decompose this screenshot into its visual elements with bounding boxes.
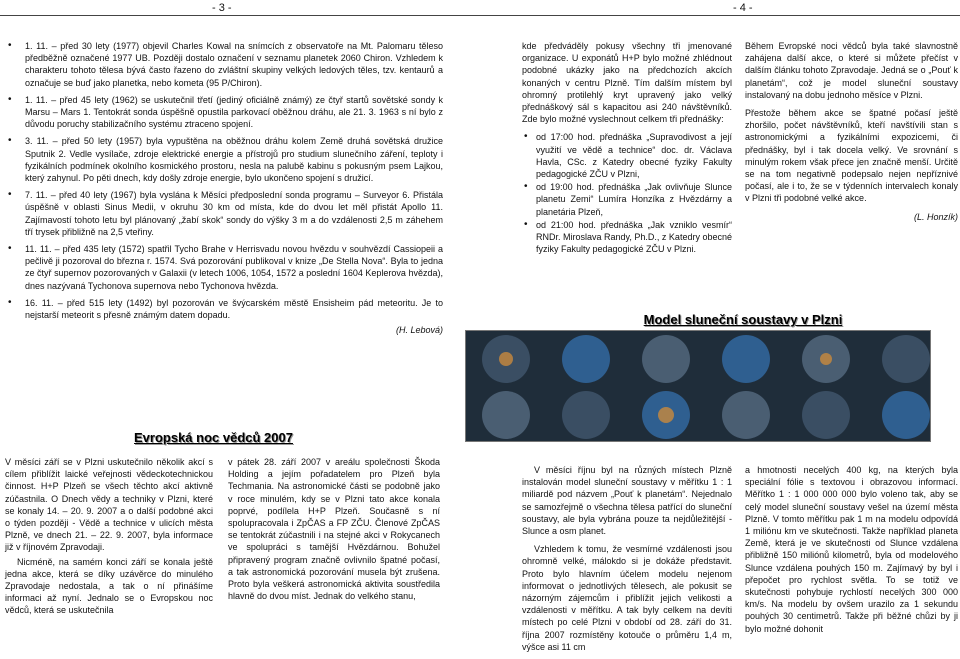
lecture-item: • od 17:00 hod. přednáška „Supravodivost a její využití ve vědě a technice“ doc. dr. Václava Havla, CSc. z Katedry obecné fyziky Fakulty pedagogické ZČU v Plzni, [522,131,732,180]
paragraph: V měsíci září se v Plzni uskutečnilo několik akcí s cílem přiblížit laické veřejnosti vědeckotechnickou činnost. H+P Plzeň se všech těchto akcí aktivně zúčastnila. O Dnech vědy a techniky v Plzni, které se konaly 14. – 20. 9. 2007 a o další podobné akci o týden později - Vědě a technice v ulicích města Plzně, ve dnech 21. – 22. 9. 2007, byla informace již v říjnovém Zpravodaji. [5,457,213,553]
list-item: • 1. 11. – před 45 lety (1962) se uskutečnil třetí (jediný oficiálně známý) ze čtyř startů sovětské sondy k Marsu – Mars 1. Tentokrát sonda úspěšně opustila parkovací oběžnou dráhu, ale 21. 3. 1963 s ní bylo z důvodu poruchy stabilizačního systému ztraceno spojení. [5,94,443,131]
article-column-1 [5,456,213,623]
article-heading: Evropská noc vědců 2007 [134,430,293,445]
paragraph: Vzhledem k tomu, že vesmírné vzdálenosti jsou ohromně velké, málokdo si je dokáže představit. Proto bylo hlavním účelem modelu nejenom informovat o jednotlivých tělesech, ale pokusit se názorným zájemcům i přiblížit jejich velikosti a vzdálenosti v měřítku. A tak byly celkem na devíti místech po celé Plzni v období od 28. září do 31. října 2007 rozmístěny kotouče o průměru 1,4 m, výšce asi 11 cm [522,544,732,652]
signature: (L. Honzík) [913,211,958,222]
model-column-1 [522,464,732,659]
list-item: • 1. 11. – před 30 lety (1977) objevil Charles Kowal na snímcích z observatoře na Mt. Palomaru těleso předběžně označené 1977 UB. Později dostalo označení v seznamu planetek 2060 Chiron. Vzhledem k charakteru tohoto tělesa bývá často řazeno do zvláštní skupiny velkých ledových těles, tzv. kentaurů a označuje se buď jako planetka, nebo kometa (95 P/Chiron). [5,40,443,89]
header-rule [0,15,960,16]
planet-disc-icon [466,331,931,442]
event-column-2 [745,40,958,223]
page-number-right: - 4 - [733,2,753,14]
planet-gallery-photo [465,330,931,442]
event-column [522,40,732,256]
paragraph: Přestože během akce se špatné počasí ještě zhoršilo, počet návštěvníků, kteří navštívili stan s astronomickými a fyzikálními expozicemi, či přednášky, byl i tak docela velký. Ve srovnání s minulým rokem však přece jen značně menší. Určitě se na tom negativně podepsalo nejen nepříznivé počasí, ale i to, že se v týdenních intervalech konaly v Plzni tři podobné velké akce. [745,108,958,204]
lecture-item: • od 19:00 hod. přednáška „Jak ovlivňuje Slunce planetu Zemi“ Lumíra Honzíka z Hvězdárny a planetária Plzeň, [522,181,732,218]
lecture-item: • od 21:00 hod. přednáška „Jak vzniklo vesmír“ RNDr. Miroslava Randy, Ph.D., z Katedry obecné fyziky Fakulty pedagogické ZČU v Plzni. [522,219,732,256]
model-heading: Model sluneční soustavy v Plzni [643,312,843,327]
list-item: • 3. 11. – před 50 lety (1957) byla vypuštěna na oběžnou dráhu kolem Země druhá sovětská družice Sputnik 2. Vedle vysílače, zdroje elektrické energie a přístrojů pro studium slunečního záření, teploty i fyzikálních podmínek okolního kosmického prostoru, nesla na palubě kabinu s pokusným psem Lajkou, který zahynul. Po pěti dnech, kdy došly zdroje energie, bylo ukončeno spojení s družicí. [5,135,443,184]
list-item: • 7. 11. – před 40 lety (1967) byla vyslána k Měsíci předposlední sonda programu – Surveyor 6. Přistála úspěšně v oblasti Sinus Medii, v okruhu 30 km od místa, kde do dvou let měl přistát Apollo 11. Zajímavostí tohoto letu byl plánovaný „žabí skok“ sondy do výšky 3 m a do vzdálenosti 2,5 m záhehem tří trysek přibližně na 2,5 vteřiny. [5,189,443,238]
page-number-left: - 3 - [212,2,232,14]
signature: (H. Lebová) [395,325,443,336]
list-item: • 16. 11. – před 515 lety (1492) byl pozorován ve švýcarském městě Ensisheim pád meteoritu. Je to nejstarší meteorit s přesně známým datem dopadu. [5,297,443,321]
paragraph: Nicméně, na samém konci září se konala ještě jedna akce, která se díky uzávěrce do minulého Zpravodaje nedostala, a tak o ní přinášíme informaci až nyní. Jednalo se o Evropskou noc vědců, která se uskutečnila [5,556,213,616]
article-column-2: v pátek 28. září 2007 v areálu společnosti Škoda Holding a jejím pořadatelem pro Plzeň byla Techmania. Na astronomické části se podobně jako v roce minulém, kdy se v Plzni tato akce konala poprvé, podílela H+P Plzeň. Současně s ní spolupracovala i ZpČAS a FP ZČU. Členové ZpČAS se tentokrát zúčastnili i na stejné akci v Rokycanech ve spolupráci s tamější Hvězdárnou. Bohužel připravený program značně ovlivnilo špatné počasí, a tak astronomická pozorování musela být zrušena. Proto byla veškerá astronomická aktivita soustředila hlavně do dvou míst. Jednak do velkého stanu, [228,457,440,602]
paragraph: V měsíci říjnu byl na různých místech Plzně instalován model sluneční soustavy v měřítku 1 : 1 miliardě pod názvem „Pouť k planetám“. Nejednalo se samozřejmě o všechna tělesa patřící do sluneční soustavy, ale byla vybrána pouze ta nejdůležitější - Slunce a osm planet. [522,465,732,537]
paragraph: Během Evropské noci vědců byla také slavnostně zahájena další akce, o které si můžete přečíst v dalším článku tohoto Zpravodaje. Jedná se o „Pouť k planetám“, což je model sluneční soustavy instalovaný na dobu jednoho měsíce v Plzni. [745,41,958,100]
event-intro: kde předváděly pokusy všechny tři jmenované organizace. U exponátů H+P bylo možné zhlédnout podobné ukázky jako na předchozích akcích konaných v centru Plzně. Tím dalším místem byl ohromný protilehlý kryt upravený jako velký přednáškový sál s kapacitou asi 240 návštěvníků. Zde bylo možné vyslechnout celkem tři přednášky: [522,41,732,125]
model-column-2: a hmotnosti necelých 400 kg, na kterých byla speciální fólie s textovou i obrazovou informací. Měřítko 1 : 1 000 000 000 bylo voleno tak, aby se celý model sluneční soustavy vešel na území města Plzně. V tomto měřítku pak 1 m na modelu odpovídá 1 miliónu km ve skutečnosti. Takže například planeta Země, která je ve skutečnosti od Slunce vzdálena přibližně 150 miliónů kilometrů, byla od modelového Slunce vzdálena pouhých 150 m. Zajímavý by byl i přepočet pro rychlost světla. To se totiž ve skutečnosti pohybuje rychlostí necelých 300 000 km/s. Na modelu by ovšem urazilo za 1 sekundu pouhých 30 centimetrů. Takže při běžné chůzi by ji bylo možné dohonit [745,465,958,634]
list-item: • 11. 11. – před 435 lety (1572) spatřil Tycho Brahe v Herrisvadu novou hvězdu v souhvězdí Cassiopeii a pečlivě ji pozoroval do března r. 1574. Svá pozorování publikoval v knize „De Stella Nova“. Byla to jedna ze čtyř supernov pozorovaných v Galaxii (v letech 1006, 1054, 1572 a poslední 1604 Keplerova hvězda), dnes nazývaná Tychonova supernova nebo Tychonova hvězda. [5,243,443,292]
history-list [5,40,443,336]
